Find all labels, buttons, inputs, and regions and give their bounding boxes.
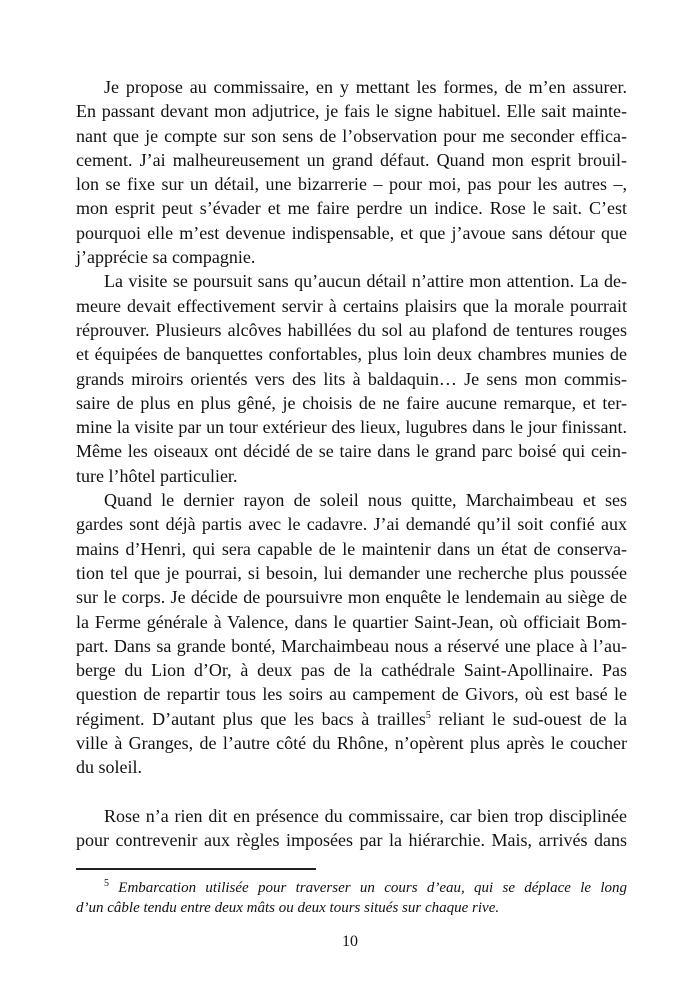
- text-line: Quand le dernier rayon de soleil nous quitte, Marchaimbeau et ses: [104, 490, 627, 511]
- text-line: régiment. D’autant plus que les bacs à trailles$^5$ reliant le sud-ouest de la: [76, 708, 627, 729]
- text-line: berge du Lion d’Or, à deux pas de la cathédrale Saint-Apollinaire. Pas: [76, 660, 627, 681]
- paragraph: [76, 804, 627, 853]
- text-line: pour contrevenir aux règles imposées par la hiérarchie. Mais, arrivés dans: [76, 830, 627, 851]
- text-line: gardes sont déjà partis avec le cadavre. J’ai demandé qu’il soit confié aux: [76, 514, 627, 535]
- text-line: sur le corps. Je décide de poursuivre mon enquête le lendemain au siège de: [76, 587, 627, 608]
- text-line: mine la visite par un tour extérieur des lieux, lugubres dans le jour finissant.: [76, 417, 627, 438]
- text-line: tion tel que je pourrai, si besoin, lui demander une recherche plus poussée: [76, 562, 627, 583]
- text-line: réprouver. Plusieurs alcôves habillées du sol au plafond de tentures rouges: [76, 319, 627, 340]
- paragraph: [76, 488, 627, 780]
- text-line: lon se fixe sur un détail, une bizarrerie – pour moi, pas pour les autres –,: [76, 174, 627, 195]
- text-line: du soleil.: [76, 757, 142, 778]
- footnote-reference: 5: [425, 709, 431, 721]
- text-line: pourquoi elle m’est devenue indispensable, et que j’avoue sans détour que: [76, 222, 627, 243]
- paragraph-gap: [76, 780, 627, 804]
- text-line: part. Dans sa grande bonté, Marchaimbeau nous a réservé une place à l’au-: [76, 635, 627, 656]
- footnote-separator: [76, 868, 316, 870]
- footnote-line: d’un câble tendu entre deux mâts ou deux tours situés sur chaque rive.: [76, 900, 500, 916]
- footnote-marker: 5: [104, 878, 109, 889]
- text-line: meure devait effectivement servir à certains plaisirs que la morale pourrait: [76, 295, 627, 316]
- text-line: La visite se poursuit sans qu’aucun détail n’attire mon attention. La de-: [104, 271, 627, 292]
- text-line: nant que je compte sur son sens de l’observation pour me seconder effica-: [76, 125, 627, 146]
- text-line: En passant devant mon adjutrice, je fais le signe habituel. Elle sait mainte-: [76, 101, 627, 122]
- footnote-line: $^5$ Embarcation utilisée pour traverser un cours d’eau, qui se déplace le long: [104, 878, 627, 896]
- footnote: [76, 878, 627, 918]
- text-line: ture l’hôtel particulier.: [76, 465, 238, 486]
- text-line: Même les oiseaux ont décidé de se taire dans le grand parc boisé qui cein-: [76, 441, 627, 462]
- text-line: grands miroirs orientés vers des lits à baldaquin… Je sens mon commis-: [76, 368, 627, 389]
- text-line: Je propose au commissaire, en y mettant les formes, de m’en assurer.: [104, 77, 627, 97]
- text-line: saire de plus en plus gêné, je choisis de ne faire aucune remarque, et ter-: [76, 392, 627, 413]
- page-number: 10: [342, 933, 358, 950]
- text-line: Rose n’a rien dit en présence du commissaire, car bien trop disciplinée: [104, 805, 627, 826]
- text-line: j’apprécie sa compagnie.: [76, 247, 256, 268]
- text-line: cement. J’ai malheureusement un grand défaut. Quand mon esprit brouil-: [76, 149, 627, 170]
- text-line: mains d’Henri, qui sera capable de le maintenir dans un état de conserva-: [76, 538, 627, 559]
- text-line: ville à Granges, de l’autre côté du Rhône, n’opèrent plus après le coucher: [76, 733, 627, 754]
- text-line: question de repartir tous les soirs au campement de Givors, où est basé le: [76, 684, 627, 705]
- text-line: la Ferme générale à Valence, dans le quartier Saint-Jean, où officiait Bom-: [76, 611, 627, 632]
- text-line: et équipées de banquettes confortables, plus loin deux chambres munies de: [76, 344, 627, 365]
- paragraph: [76, 269, 627, 488]
- body-text: [76, 75, 627, 853]
- paragraph: [76, 75, 627, 269]
- text-line: mon esprit peut s’évader et me faire perdre un indice. Rose le sait. C’est: [76, 198, 627, 219]
